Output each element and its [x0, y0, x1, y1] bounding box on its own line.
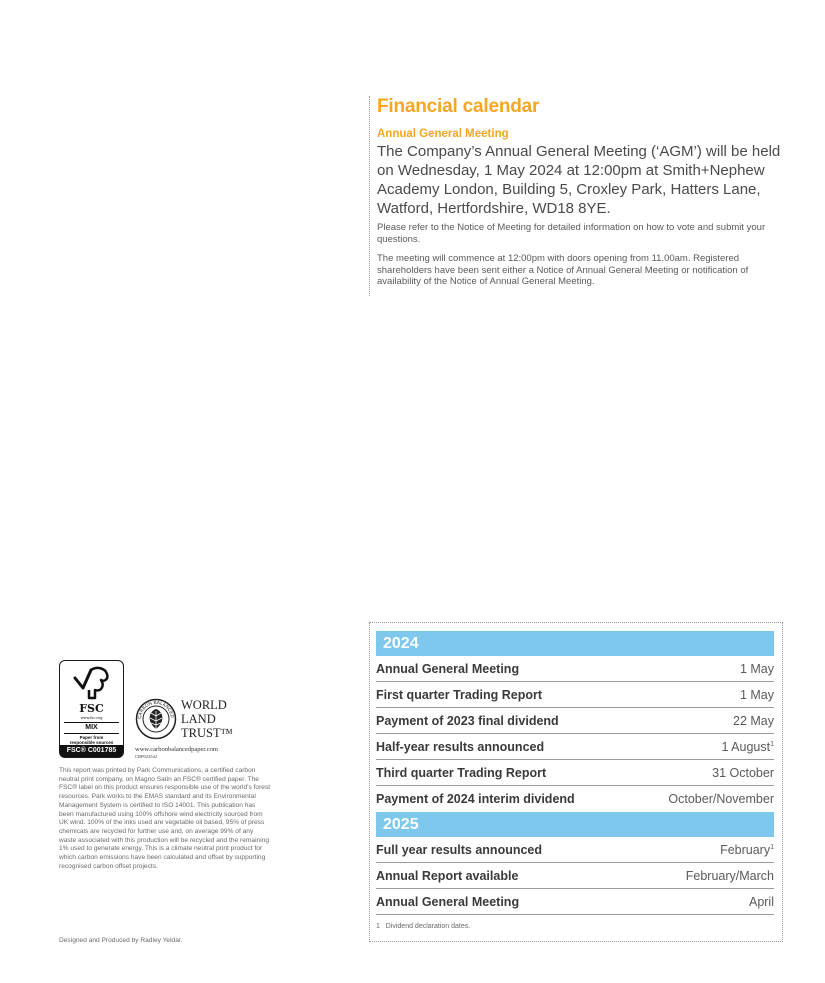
- table-row: [376, 708, 774, 734]
- event-date-value: April: [748, 894, 774, 909]
- event-date-value: February: [720, 842, 771, 857]
- rows-2025: [376, 837, 774, 915]
- certification-logos: [59, 660, 269, 760]
- event-name: Annual General Meeting: [376, 661, 520, 676]
- meeting-time-note: The meeting will commence at 12:00pm with doors opening from 11.00am. Registered shareholders have been sent either a Notice of Annual General Meeting or notification of availability of the Notice of Annual General Meeting.: [377, 253, 749, 287]
- table-row: [376, 734, 774, 760]
- print-statement: This report was printed by Park Communications, a certified carbon neutral print company, on Magno Satin an FSC® certified paper. The FSC® label on this product ensures responsible use of the world’s forest resources. Park works to the EMAS standard and its Environmental Management System is certified to ISO 14001. This publication has been manufactured using 100% offshore wind electricity sourced from UK wind. 100% of the inks used are vegetable oil based, 95% of press chemicals are recycled for further use and, on average 99% of any waste associated with this production will be recycled and the remaining 1% used to generate energy. This is a climate neutral print product for which carbon emissions have been calculated and offset by supporting recognised carbon offset projects.: [59, 767, 271, 870]
- key-dates-table: [369, 622, 783, 942]
- footnote-ref: 1: [770, 843, 774, 851]
- financial-calendar-section: [369, 96, 789, 296]
- table-row: [376, 889, 774, 915]
- event-date: [721, 740, 774, 754]
- table-row: [376, 656, 774, 682]
- event-name: Payment of 2024 interim dividend: [376, 792, 575, 806]
- agm-heading: Annual General Meeting: [377, 128, 509, 140]
- event-date-value: 1 May: [739, 661, 774, 676]
- event-name: First quarter Trading Report: [376, 687, 542, 702]
- event-name: Annual General Meeting: [376, 894, 520, 909]
- event-date-value: February/March: [685, 868, 774, 883]
- table-row: [376, 682, 774, 708]
- voting-note: Please refer to the Notice of Meeting for detailed information on how to vote and submit your questions.: [377, 222, 766, 245]
- fsc-divider: [64, 733, 119, 734]
- fsc-license: FSC® C001785: [60, 745, 123, 757]
- table-row: [376, 863, 774, 889]
- event-date: [686, 869, 774, 883]
- world-land-trust-logo: [135, 698, 265, 760]
- event-name: Half-year results announced: [376, 739, 545, 754]
- table-row: [376, 760, 774, 786]
- event-name: Full year results announced: [376, 842, 543, 857]
- wlt-line-3: TRUST™: [181, 726, 233, 740]
- fsc-responsible: responsible sources: [69, 740, 114, 745]
- table-row: [376, 837, 774, 863]
- fsc-mix: MIX: [85, 724, 98, 731]
- year-header-2024: 2024: [376, 631, 774, 656]
- agm-description: The Company’s Annual General Meeting (‘AGM’) will be held on Wednesday, 1 May 2024 at 12:00pm at Smith+Nephew Academy London, Building 5, Croxley Park, Hatters Lane, Watford, Hertfordshire, WD18 8YE.: [377, 143, 781, 217]
- event-date: [712, 766, 774, 780]
- year-header-2025: 2025: [376, 812, 774, 837]
- event-date-value: 22 May: [733, 713, 774, 728]
- footnote-text: Dividend declaration dates.: [385, 923, 471, 930]
- event-date: [749, 895, 774, 909]
- event-date-value: October/November: [668, 792, 774, 806]
- event-date-value: 1 August: [721, 739, 771, 754]
- badge-text: CARBON BALANCED: [136, 699, 176, 720]
- event-date-value: 31 October: [712, 765, 774, 780]
- design-credit: Designed and Produced by Radley Yeldar.: [59, 937, 183, 944]
- event-date: [740, 662, 774, 676]
- footnote-marker: 1: [376, 923, 380, 930]
- fsc-url: www.fsc.org: [80, 716, 103, 720]
- event-date-value: 1 May: [739, 687, 774, 702]
- wlt-line-2: LAND: [181, 712, 216, 726]
- event-date: [668, 792, 774, 806]
- fsc-brand: FSC: [79, 702, 104, 715]
- event-name: Payment of 2023 final dividend: [376, 713, 559, 728]
- event-date: [740, 688, 774, 702]
- footnote-ref: 1: [770, 740, 774, 748]
- event-name: Annual Report available: [376, 868, 519, 883]
- wlt-code: CBP023542: [135, 754, 158, 759]
- fsc-paper-from: Paper from: [79, 735, 104, 740]
- event-date: [720, 843, 774, 857]
- event-date: [733, 714, 774, 728]
- fsc-divider: [64, 722, 119, 723]
- table-footnote: [376, 923, 774, 930]
- fsc-logo: [59, 660, 124, 758]
- wlt-name: [181, 698, 233, 740]
- event-name: Third quarter Trading Report: [376, 765, 547, 780]
- fsc-tree-icon: [71, 664, 113, 702]
- wlt-url: www.carbonbalancedpaper.com: [135, 746, 218, 753]
- table-row: [376, 786, 774, 812]
- carbon-balanced-leaf-icon: [135, 698, 177, 740]
- rows-2024: [376, 656, 774, 812]
- wlt-line-1: WORLD: [181, 698, 227, 712]
- page-title: Financial calendar: [377, 96, 540, 117]
